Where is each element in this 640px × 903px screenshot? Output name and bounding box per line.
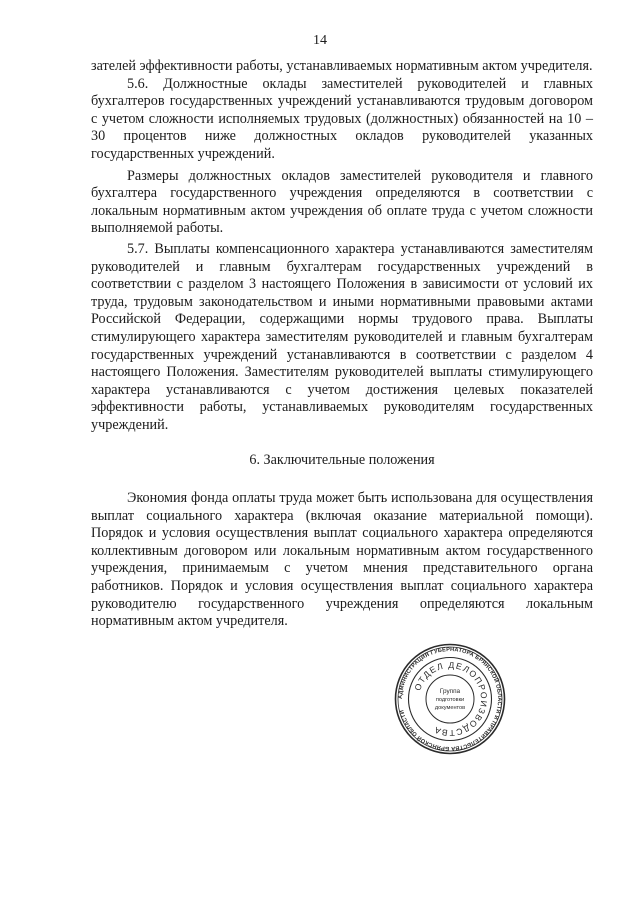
paragraph-continuation: зателей эффективности работы, устанавливаемых нормативным актом учредителя. bbox=[91, 58, 593, 74]
paragraph-5-7: 5.7. Выплаты компенсационного характера устанавливаются заместителям руководителей и главным бухгалтерам государственных учреждений в соответствии с разделом 3 настоящего Положения в зависимости от условий их труда, трудовым законодательством и иными нормативными правовыми актами Российской Федерации, содержащими нормы трудового права. Выплаты стимулирующего характера заместителям руководителей и главным бухгалтерам государственных учреждений устанавливаются в соответствии с разделом 4 настоящего Положения. Заместителям руководителей выплаты стимулирующего характера устанавливаются с учетом достижения целевых показателей эффективности работы, устанавливаемых руководителям государственных учреждений. bbox=[91, 240, 593, 433]
paragraph-salary-sizes: Размеры должностных окладов заместителей руководителя и главного бухгалтера государственного учреждения определяются в соответствии с локальным нормативным актом учреждения об оплате труда с учетом сложности выполняемой работы. bbox=[91, 167, 593, 237]
page-number: 14 bbox=[313, 33, 327, 48]
paragraph-final-provisions: Экономия фонда оплаты труда может быть использована для осуществления выплат социального характера (включая оказание материальной помощи). Порядок и условия осуществления выплат социального характера определяются коллективным договором или локальным нормативным актом государственного учреждения, принимаемым с учетом мнения представительного органа работников. Порядок и условия осуществления выплат социального характера руководителю государственного учреждения определяются локальным нормативным актом учредителя. bbox=[91, 490, 593, 630]
section-heading: 6. Заключительные положения bbox=[249, 452, 435, 469]
document-body bbox=[91, 58, 593, 631]
stamp-seal-icon bbox=[394, 643, 506, 755]
stamp-center-line3: документов bbox=[434, 705, 466, 711]
stamp-outer-text: АДМИНИСТРАЦИЯ ГУБЕРНАТОРА БРЯНСКОЙ ОБЛАСТИ И ПРАВИТЕЛЬСТВА БРЯНСКОЙ ОБЛАСТИ bbox=[397, 646, 503, 752]
stamp-center-line1: Группа bbox=[439, 688, 461, 695]
stamp-inner-text: ОТДЕЛ ДЕЛОПРОИЗВОДСТВА bbox=[412, 659, 490, 739]
official-stamp bbox=[394, 643, 506, 755]
paragraph-5-6: 5.6. Должностные оклады заместителей руководителей и главных бухгалтеров государственных учреждений устанавливаются трудовым договором с учетом сложности исполняемых трудовых (должностных) обязанностей на 10 – 30 процентов ниже должностных окладов руководителей указанных государственных учреждений. bbox=[91, 75, 593, 162]
stamp-center-line2: подготовки bbox=[435, 697, 465, 703]
